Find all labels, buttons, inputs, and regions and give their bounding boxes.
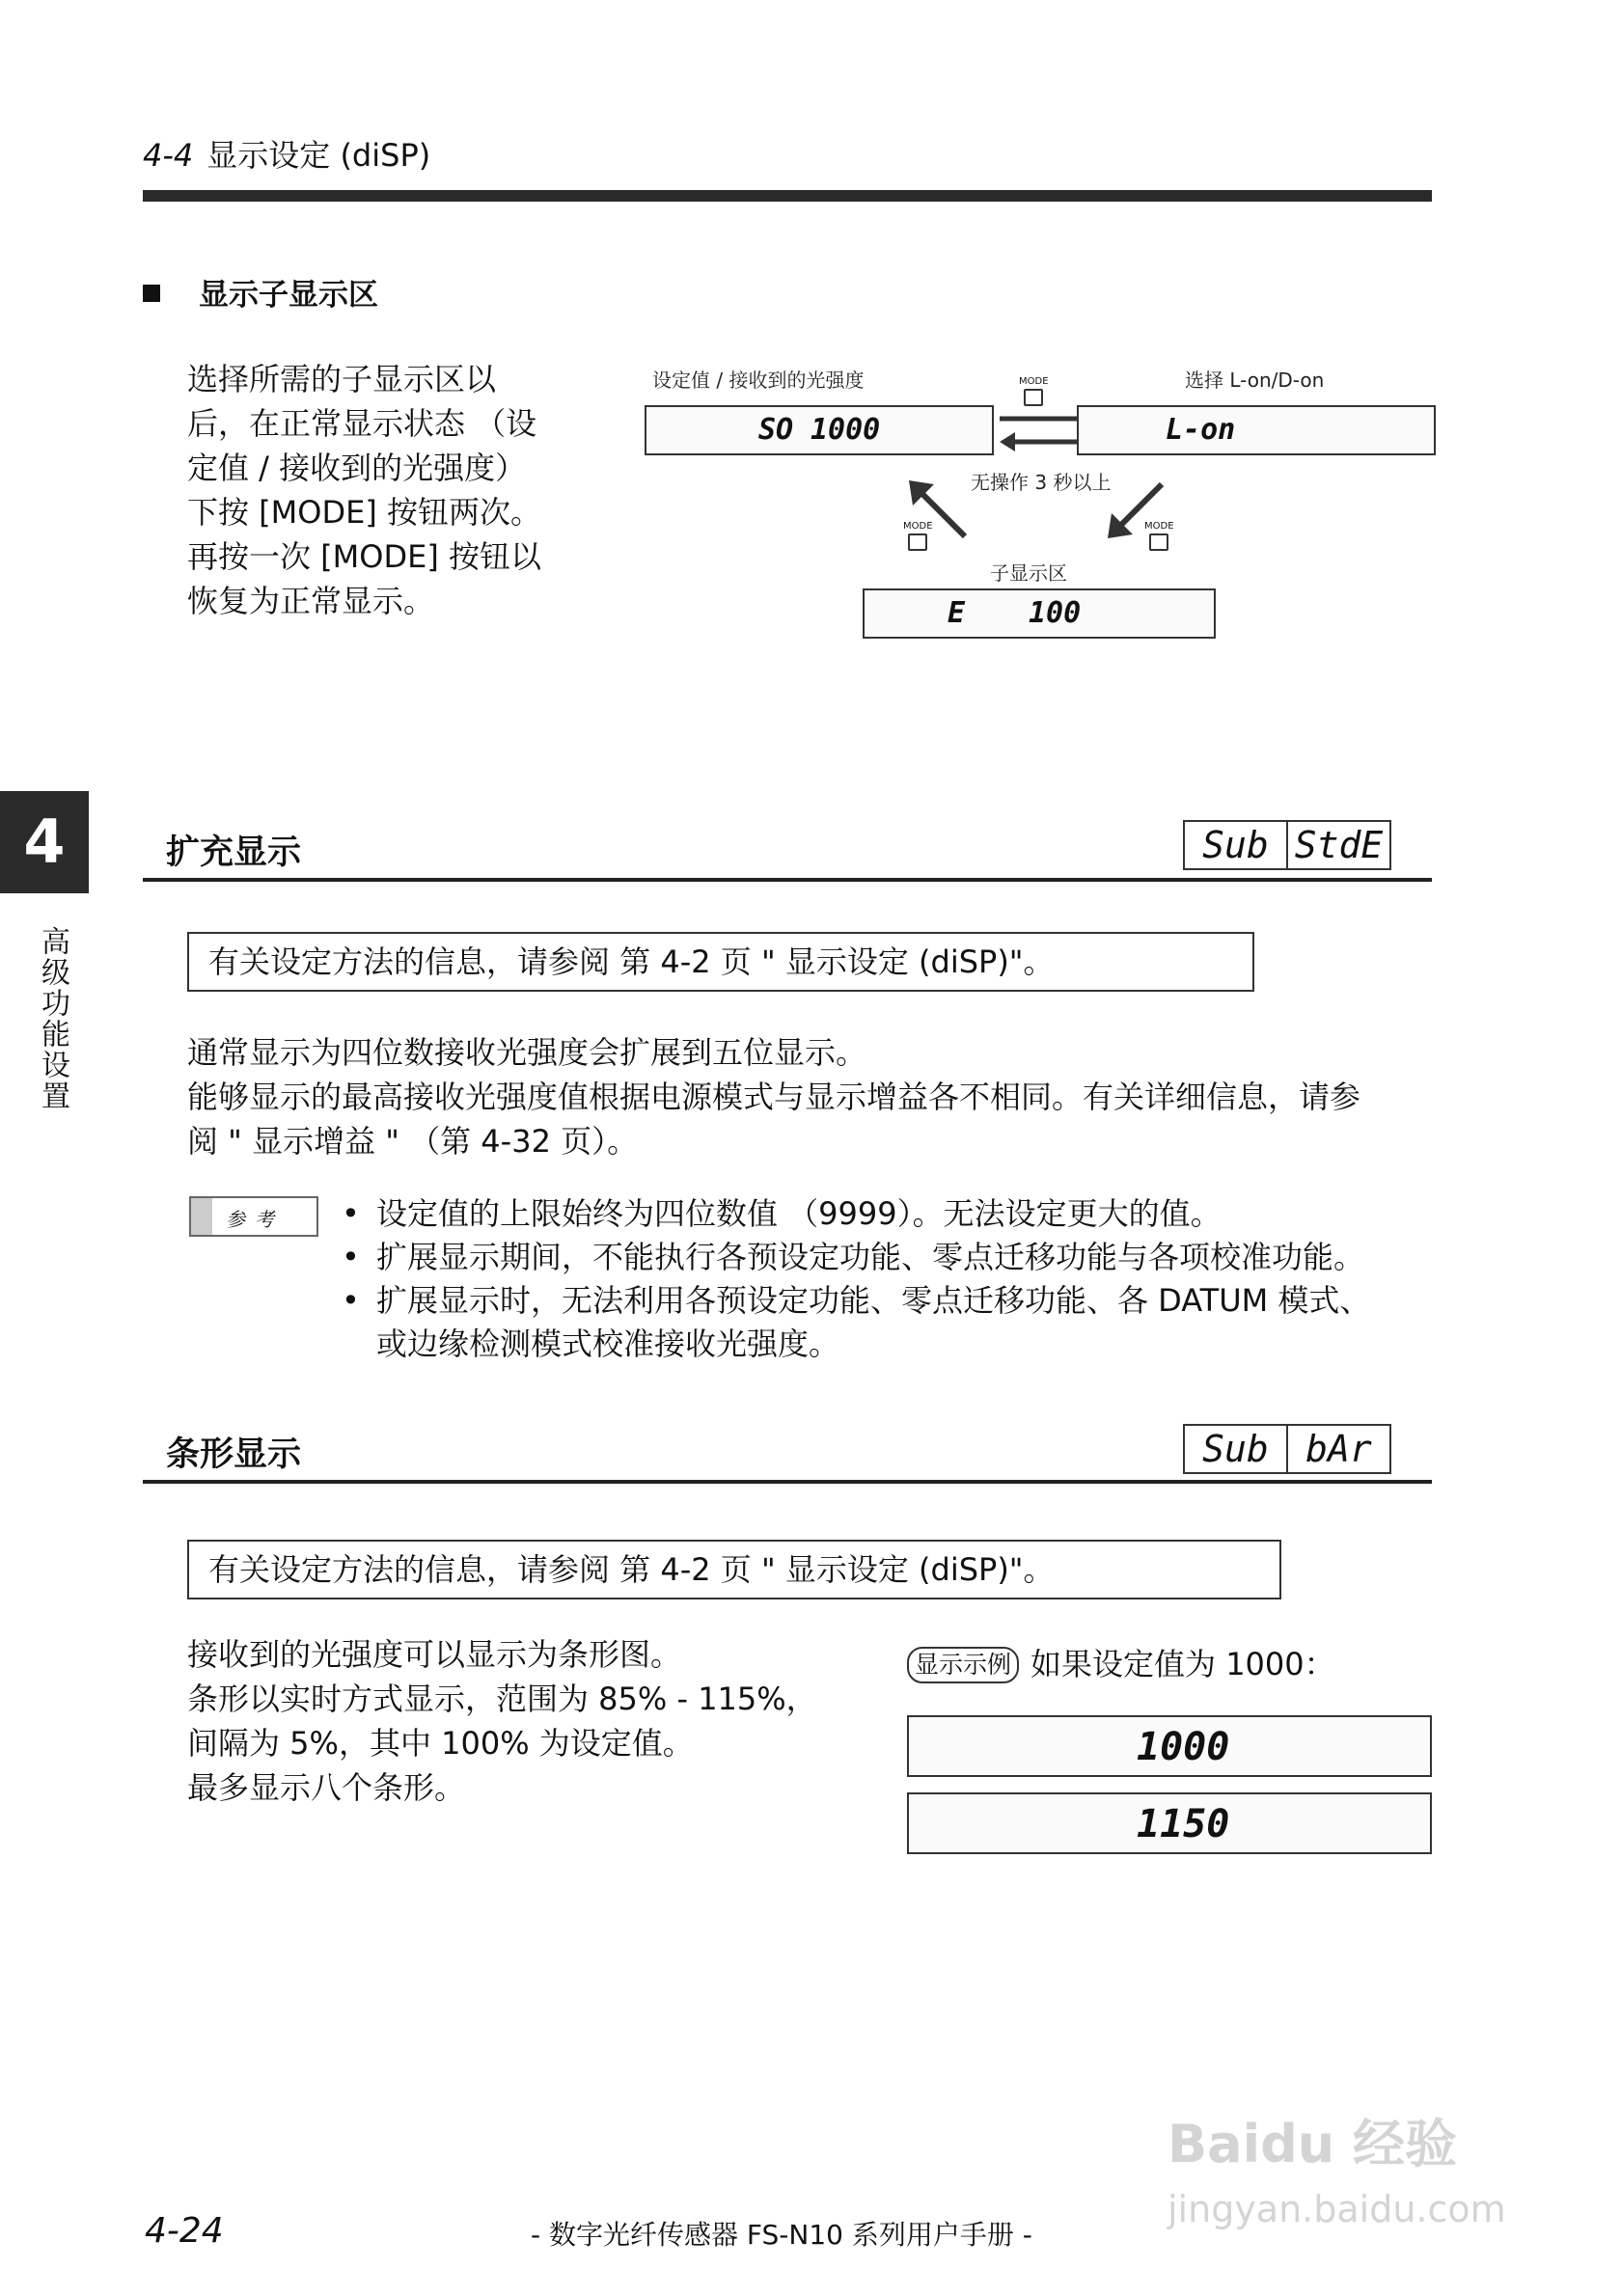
sensor-example-2 <box>907 1792 1432 1854</box>
display-value: 1000 <box>1137 1725 1230 1769</box>
mode-button-left <box>903 521 933 551</box>
mode-label: MODE <box>1019 376 1049 387</box>
para-line: 间隔为 5%，其中 100% 为设定值。 <box>187 1725 694 1762</box>
note-tag-label: 参考 <box>226 1208 284 1231</box>
sensor-example-1 <box>907 1715 1432 1777</box>
intro-line: 后，在正常显示状态 （设 <box>187 405 537 442</box>
diagram-label-select: 选择 L-on/D-on <box>1185 369 1325 392</box>
intro-line: 下按 [MODE] 按钮两次。 <box>187 494 541 531</box>
code-part-a: Sub <box>1202 1428 1269 1470</box>
display-value: 1150 <box>1137 1802 1230 1846</box>
example-tag: 显示示例 <box>907 1647 1019 1683</box>
example-text: 如果设定值为 1000： <box>1030 1646 1335 1682</box>
reference-box: 有关设定方法的信息，请参阅 第 4-2 页 " 显示设定 (diSP)"。 <box>187 1540 1281 1599</box>
example-label <box>907 1640 1335 1684</box>
section-bar-title: 条形显示 <box>166 1435 302 1474</box>
intro-line: 恢复为正常显示。 <box>187 583 435 619</box>
diagram-label-timeout: 无操作 3 秒以上 <box>971 471 1112 494</box>
note-tag <box>189 1196 318 1237</box>
expand-paragraph <box>187 1030 1442 1163</box>
code-part-b: StdE <box>1294 824 1384 866</box>
section-title: 显示设定 (diSP) <box>206 137 431 174</box>
watermark-url: jingyan.baidu.com <box>1168 2188 1506 2230</box>
page-header <box>143 131 430 176</box>
mode-button-icon <box>908 533 927 551</box>
subsection-title: 显示子显示区 <box>199 278 378 313</box>
intro-line: 再按一次 [MODE] 按钮以 <box>187 538 541 575</box>
section-rule <box>143 878 1432 882</box>
para-line: 条形以实时方式显示，范围为 85% - 115%， <box>187 1681 817 1717</box>
code-part-a: Sub <box>1202 824 1269 866</box>
para-line: 通常显示为四位数接收光强度会扩展到五位显示。 <box>187 1034 867 1071</box>
header-rule <box>143 190 1432 202</box>
reference-box: 有关设定方法的信息，请参阅 第 4-2 页 " 显示设定 (diSP)"。 <box>187 932 1254 992</box>
mode-label: MODE <box>903 521 933 532</box>
watermark-brand: Baidu 经验 <box>1168 2114 1458 2174</box>
subsection-heading <box>143 270 378 314</box>
display-select-value: L-on <box>1166 413 1236 447</box>
intro-line: 选择所需的子显示区以 <box>187 361 497 397</box>
bullet-item: • 设定值的上限始终为四位数值 （9999）。无法设定更大的值。 <box>338 1192 1447 1236</box>
section-expand-title: 扩充显示 <box>166 834 302 872</box>
section-rule <box>143 1480 1432 1484</box>
mode-button-icon <box>1149 533 1168 551</box>
intro-line: 定值 / 接收到的光强度） <box>187 450 527 486</box>
para-line: 能够显示的最高接收光强度值根据电源模式与显示增益各不相同。有关详细信息，请参 <box>187 1079 1361 1115</box>
bullet-continuation: 或边缘检测模式校准接收光强度。 <box>376 1326 840 1362</box>
sensor-select-display <box>1077 405 1436 455</box>
diagram-label-sub: 子显示区 <box>990 561 1067 585</box>
para-line: 最多显示八个条形。 <box>187 1769 466 1806</box>
sensor-normal-display <box>645 405 994 455</box>
intro-paragraph <box>187 357 583 623</box>
chapter-side-title: 高级功能设置 <box>36 926 69 1111</box>
display-right-value: 100 <box>1029 596 1082 630</box>
display-left-value: E <box>948 596 966 630</box>
sensor-sub-display <box>863 588 1216 639</box>
para-line: 接收到的光强度可以显示为条形图。 <box>187 1636 682 1673</box>
display-left-value: SO <box>758 413 794 447</box>
mode-button-top <box>1019 376 1049 406</box>
mode-button-right <box>1144 521 1174 551</box>
diagram-label-normal: 设定值 / 接收到的光强度 <box>652 369 865 392</box>
display-right-value: 1000 <box>810 413 881 447</box>
note-bullets <box>338 1192 1447 1366</box>
bullet-item: • 扩展显示期间，不能执行各预设定功能、零点迁移功能与各项校准功能。 <box>338 1236 1447 1279</box>
bar-paragraph <box>187 1632 882 1810</box>
para-line: 阅 " 显示增益 " （第 4-32 页）。 <box>187 1123 639 1160</box>
mode-label: MODE <box>1144 521 1174 532</box>
square-bullet-icon <box>143 285 160 302</box>
bullet-item: • 扩展显示时，无法利用各预设定功能、零点迁移功能、各 DATUM 模式、 <box>338 1279 1447 1323</box>
chapter-tab: 4 <box>0 791 89 893</box>
page-number: 4-24 <box>145 2211 224 2251</box>
section-number: 4-4 <box>143 137 194 174</box>
manual-title: - 数字光纤传感器 FS-N10 系列用户手册 - <box>531 2219 1032 2251</box>
code-part-b: bAr <box>1305 1428 1372 1470</box>
section-bar-code <box>1183 1424 1391 1474</box>
section-expand-code <box>1183 820 1391 870</box>
